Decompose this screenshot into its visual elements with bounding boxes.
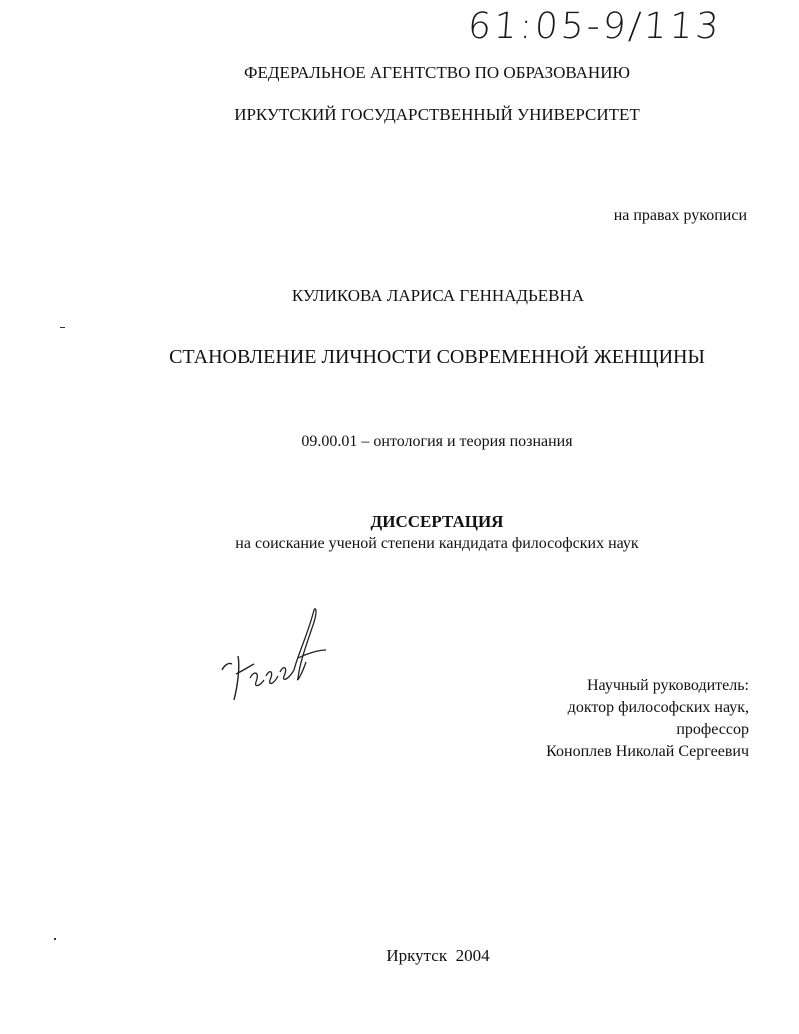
- specialty-code: 09.00.01 – онтология и теория познания: [301, 433, 573, 450]
- supervisor-name: Коноплев Николай Сергеевич: [546, 743, 749, 760]
- supervisor-block: [546, 675, 749, 763]
- dissertation-title: СТАНОВЛЕНИЕ ЛИЧНОСТИ СОВРЕМЕННОЙ ЖЕНЩИНЫ: [169, 346, 705, 368]
- manuscript-note: на правах рукописи: [613, 207, 747, 224]
- scan-speck: [60, 327, 65, 328]
- archive-code-handwritten: 61:05-9/113: [466, 6, 723, 47]
- university-heading: ИРКУТСКИЙ ГОСУДАРСТВЕННЫЙ УНИВЕРСИТЕТ: [234, 105, 640, 124]
- supervisor-degree: доктор философских наук,: [567, 699, 749, 716]
- author-name: КУЛИКОВА ЛАРИСА ГЕННАДЬЕВНА: [291, 286, 585, 305]
- degree-line: на соискание ученой степени кандидата философских наук: [235, 535, 639, 552]
- scan-speck: [54, 938, 56, 940]
- signature-icon: [214, 604, 334, 709]
- work-type: ДИССЕРТАЦИЯ: [370, 512, 504, 531]
- supervisor-rank: профессор: [676, 721, 749, 738]
- supervisor-label: Научный руководитель:: [586, 677, 749, 694]
- city-year: Иркутск 2004: [386, 946, 490, 965]
- agency-heading: ФЕДЕРАЛЬНОЕ АГЕНТСТВО ПО ОБРАЗОВАНИЮ: [244, 63, 630, 82]
